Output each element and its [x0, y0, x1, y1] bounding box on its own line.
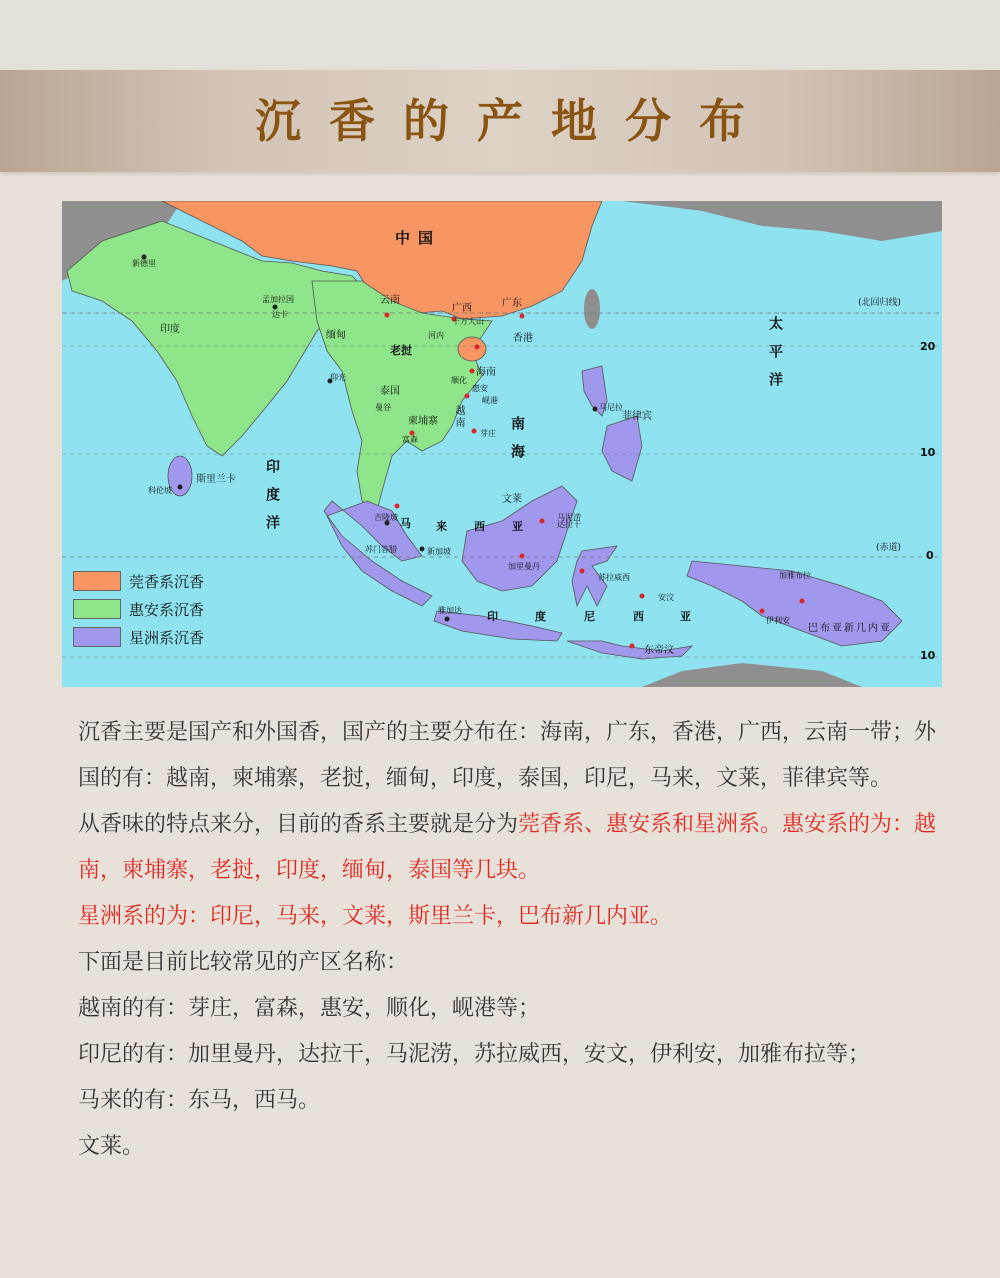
- label-indonesia-3: 尼: [584, 610, 595, 623]
- label-malaysia-1: 马: [400, 517, 411, 530]
- label-irian: 伊利安: [766, 616, 790, 625]
- label-china: 中国: [395, 229, 442, 247]
- label-bangkok: 曼谷: [375, 403, 391, 412]
- legend-label-guan: 莞香系沉香: [129, 572, 205, 591]
- paragraph-4: [78, 940, 948, 986]
- label-singapore: 新加坡: [427, 547, 451, 556]
- paragraph-2-highlight: 莞香系、惠安系和星洲系。惠安系的为：越南，柬埔寨，老挝，印度，缅甸，泰国等几块。: [78, 812, 937, 883]
- label-marnilao: 马泥涝: [557, 513, 581, 522]
- label-myanmar: 缅甸: [326, 330, 346, 341]
- legend-swatch-guan: [73, 571, 121, 591]
- label-jakarta: 雅加达: [438, 606, 462, 615]
- label-hainan: 海南: [476, 367, 496, 378]
- label-lat0: 0: [926, 549, 934, 562]
- paragraph-7-text: 马来的有：东马，西马。: [78, 1088, 321, 1113]
- label-indonesia-2: 度: [535, 610, 546, 623]
- label-newdelhi: 新德里: [132, 259, 156, 268]
- taiwan-island: [584, 289, 600, 329]
- page-title: 沉香的产地分布: [255, 94, 773, 148]
- paragraph-2: [78, 802, 948, 894]
- label-malaysia-3: 西: [474, 520, 485, 533]
- label-xiangang: 岘港: [482, 396, 498, 405]
- paragraph-1-text: 沉香主要是国产和外国香，国产的主要分布在：海南，广东，香港，广西，云南一带；外国的有：越南，柬埔寨，老挝，缅甸，印度，泰国，印尼，马来，文莱，菲律宾等。: [78, 720, 937, 791]
- label-huian: 惠安: [472, 384, 488, 393]
- label-nhatrang: 芽庄: [480, 429, 496, 438]
- paragraph-3: [78, 894, 948, 940]
- label-hongkong: 香港: [513, 333, 533, 344]
- label-latm10: 10: [920, 649, 936, 662]
- paragraph-4-text: 下面是目前比较常见的产区名称：: [78, 950, 409, 975]
- label-dhaka: 达卡: [272, 310, 288, 319]
- legend-swatch-huian: [73, 599, 121, 619]
- label-philippines: 菲律宾: [622, 411, 652, 422]
- label-sulawesi: 苏拉威西: [598, 573, 630, 582]
- label-indianocean: 印度洋: [264, 459, 280, 543]
- legend-item-huian: [73, 595, 204, 623]
- distribution-map: [62, 201, 942, 687]
- label-india: 印度: [160, 324, 180, 335]
- label-timor: 东帝汶: [644, 645, 674, 656]
- label-vietnam: 越南: [453, 405, 464, 429]
- label-shunhua: 顺化: [451, 376, 467, 385]
- label-papua: 巴布亚新几内亚: [808, 623, 892, 634]
- label-laos: 老挝: [390, 344, 412, 357]
- label-pacific: 太平洋: [767, 316, 783, 400]
- label-indonesia-4: 西: [633, 610, 644, 623]
- legend-label-xingzhou: 星洲系沉香: [129, 628, 205, 647]
- description-text: [78, 710, 948, 1170]
- label-cambodia: 柬埔寨: [408, 416, 438, 427]
- label-indonesia-1: 印: [487, 610, 498, 623]
- paragraph-2-text: 从香味的特点来分，目前的香系主要就是分为: [78, 812, 519, 837]
- label-brunei: 文莱: [502, 494, 522, 505]
- label-bangladesh: 孟加拉国: [262, 295, 294, 304]
- label-yangon: 仰光: [330, 373, 346, 382]
- label-indonesia-5: 亚: [680, 610, 691, 623]
- label-thailand: 泰国: [380, 386, 400, 397]
- label-lat20: 20: [920, 340, 936, 353]
- label-colombo: 科伦坡: [148, 486, 172, 495]
- paragraph-6: [78, 1032, 948, 1078]
- label-lat10: 10: [920, 446, 936, 459]
- paragraph-8-text: 文莱。: [78, 1134, 145, 1159]
- paragraph-1: [78, 710, 948, 802]
- top-strip: [0, 0, 1000, 70]
- label-southchinasea: 南海: [509, 416, 525, 472]
- paragraph-5: [78, 986, 948, 1032]
- label-tarakan: 达拉干: [557, 520, 581, 529]
- paragraph-5-text: 越南的有：芽庄，富森，惠安，顺化，岘港等；: [78, 996, 541, 1021]
- map-legend: [73, 567, 204, 651]
- title-band: [0, 70, 1000, 172]
- label-hanoi: 河内: [428, 331, 444, 340]
- paragraph-6-text: 印尼的有：加里曼丹，达拉干，马泥涝，苏拉威西，安文，伊利安，加雅布拉等；: [78, 1042, 871, 1067]
- legend-label-huian: 惠安系沉香: [129, 600, 205, 619]
- label-ambon: 安汶: [658, 593, 674, 602]
- label-tropic: (北回归线): [858, 298, 902, 308]
- label-malaysia-4: 亚: [512, 520, 523, 533]
- paragraph-3-text: 星洲系的为：印尼，马来，文莱，斯里兰卡，巴布新几内亚。: [78, 904, 673, 929]
- label-jayapura: 加雅布拉: [779, 571, 811, 580]
- paragraph-8: [78, 1124, 948, 1170]
- label-kalimantan: 加里曼丹: [508, 562, 540, 571]
- label-sumen: 苏门答腊: [365, 545, 397, 554]
- label-manila: 马尼拉: [599, 403, 623, 412]
- label-yunnan: 云南: [380, 295, 400, 306]
- paragraph-7: [78, 1078, 948, 1124]
- label-malaysia-2: 来: [436, 520, 447, 533]
- legend-item-guan: [73, 567, 204, 595]
- label-shiwandashan: 十万大山: [452, 317, 484, 326]
- legend-item-xingzhou: [73, 623, 204, 651]
- label-kualalumpur: 吉隆坡: [374, 513, 398, 522]
- label-fuxian: 富森: [402, 435, 418, 444]
- hainan-island: [458, 337, 486, 361]
- label-equator: (赤道): [876, 543, 902, 553]
- label-srilanka: 斯里兰卡: [196, 474, 236, 485]
- legend-swatch-xingzhou: [73, 627, 121, 647]
- label-guangxi: 广西: [452, 303, 472, 314]
- label-guangdong: 广东: [502, 298, 522, 309]
